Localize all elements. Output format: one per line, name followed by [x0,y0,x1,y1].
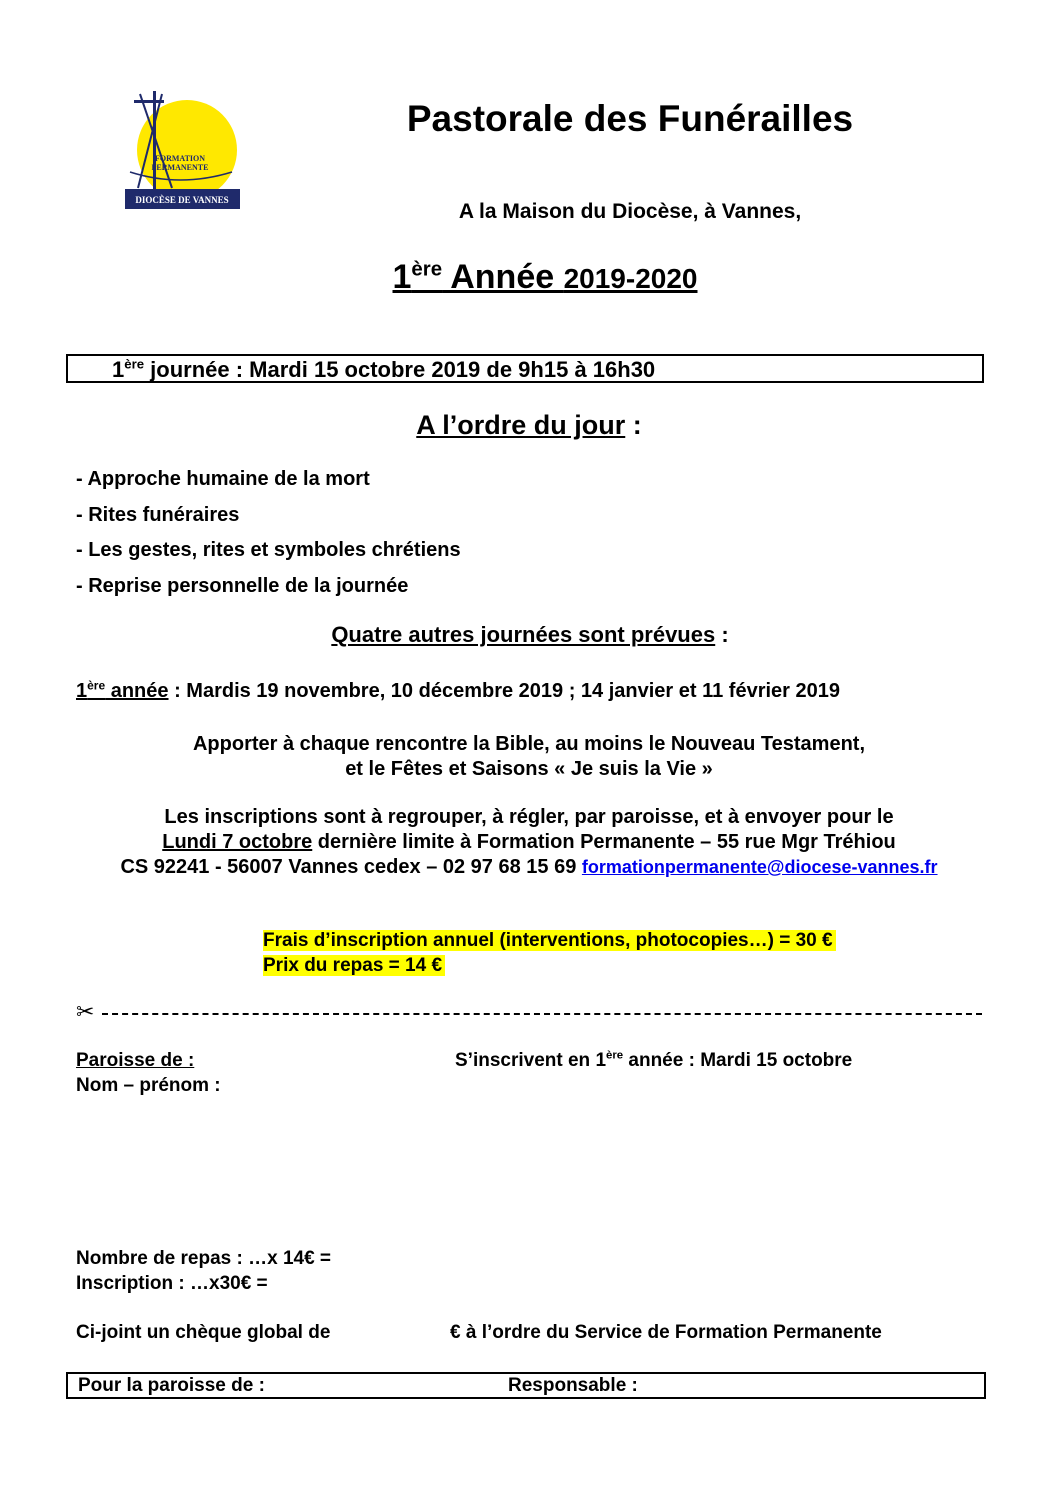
year-ordinal: ère [411,258,443,281]
registration-line-1: Les inscriptions sont à regrouper, à régler, par paroisse, et à envoyer pour le [164,806,894,828]
footer-manager-label: Responsable : [508,1375,638,1396]
page-title: Pastorale des Funérailles [406,98,854,139]
year-label-ordinal: ère [87,678,106,693]
agenda-heading [300,410,758,441]
first-day-details: journée : Mardi 15 octobre 2019 de 9h15 à 16h30 [144,357,656,382]
dates-text: : Mardis 19 novembre, 10 décembre 2019 ; 14 janvier et 11 février 2019 [168,680,841,702]
year-label [76,680,169,702]
logo-text-line1: FORMATION [154,154,206,163]
footer-parish-label: Pour la paroisse de : [78,1375,265,1396]
year-label-word: année [105,680,169,702]
other-days-dates [76,680,840,703]
enroll-ordinal: ère [606,1049,624,1062]
agenda-heading-text: A l’ordre du jour [416,410,626,440]
dashed-separator [102,1013,982,1015]
scissors-icon: ✂ [76,999,95,1024]
enroll-pre: S’inscrivent en 1 [455,1050,607,1071]
first-day-text [112,357,655,383]
venue-subtitle: A la Maison du Diocèse, à Vannes, [458,200,802,223]
cut-line [76,999,982,1024]
name-label: Nom – prénom : [76,1075,221,1096]
registration-line-2 [40,831,1018,854]
agenda-item: - Rites funéraires [76,504,240,526]
other-days-heading-text: Quatre autres journées sont prévues [331,622,716,647]
year-label-num: 1 [76,680,88,702]
registration-address: dernière limite à Formation Permanente – 55 rue Mgr Tréhiou [312,831,896,853]
registration-contact: CS 92241 - 56007 Vannes cedex – 02 97 68 15 69 [120,856,582,878]
inscription-line: Inscription : …x30€ = [76,1273,268,1294]
year-range: 2019-2020 [563,263,698,294]
other-days-heading-colon: : [715,622,729,647]
enrollment-line [455,1050,852,1072]
year-number: 1 [392,258,412,296]
registration-line-3 [40,856,1018,879]
meals-line: Nombre de repas : …x 14€ = [76,1248,332,1269]
meal-fee: Prix du repas = 14 € [263,955,445,976]
diocese-logo [120,88,245,223]
first-day-ordinal: ère [124,356,145,372]
parish-label [76,1050,194,1072]
footer-box [66,1372,986,1399]
agenda-item: - Approche humaine de la mort [76,468,370,490]
cheque-payee: € à l’ordre du Service de Formation Permanente [450,1322,882,1343]
formation-permanente-logo-icon [120,88,245,223]
bring-line-1: Apporter à chaque rencontre la Bible, au moins le Nouveau Testament, [192,733,865,755]
logo-sun [137,100,237,200]
first-day-num: 1 [112,357,125,382]
logo-band-text: DIOCÈSE DE VANNES [135,195,229,205]
logo-text-line2: PERMANENTE [151,163,209,172]
other-days-heading [220,622,840,648]
agenda-heading-colon: : [625,410,642,440]
cheque-label: Ci-joint un chèque global de [76,1322,331,1343]
enroll-post: année : Mardi 15 octobre [623,1050,853,1071]
fees-block [263,928,836,978]
agenda-item: - Reprise personnelle de la journée [76,575,409,597]
year-heading [280,258,810,297]
email-link[interactable]: formationpermanente@diocese-vannes.fr [581,857,938,877]
year-word: Année [442,258,564,296]
bring-line-2: et le Fêtes et Saisons « Je suis la Vie » [345,758,713,780]
first-day-box [66,354,984,383]
registration-deadline: Lundi 7 octobre [162,831,313,853]
annual-fee: Frais d’inscription annuel (interventions, photocopies…) = 30 € [263,930,836,951]
agenda-item: - Les gestes, rites et symboles chrétiens [76,539,461,561]
parish-label-text: Paroisse de : [76,1050,195,1071]
